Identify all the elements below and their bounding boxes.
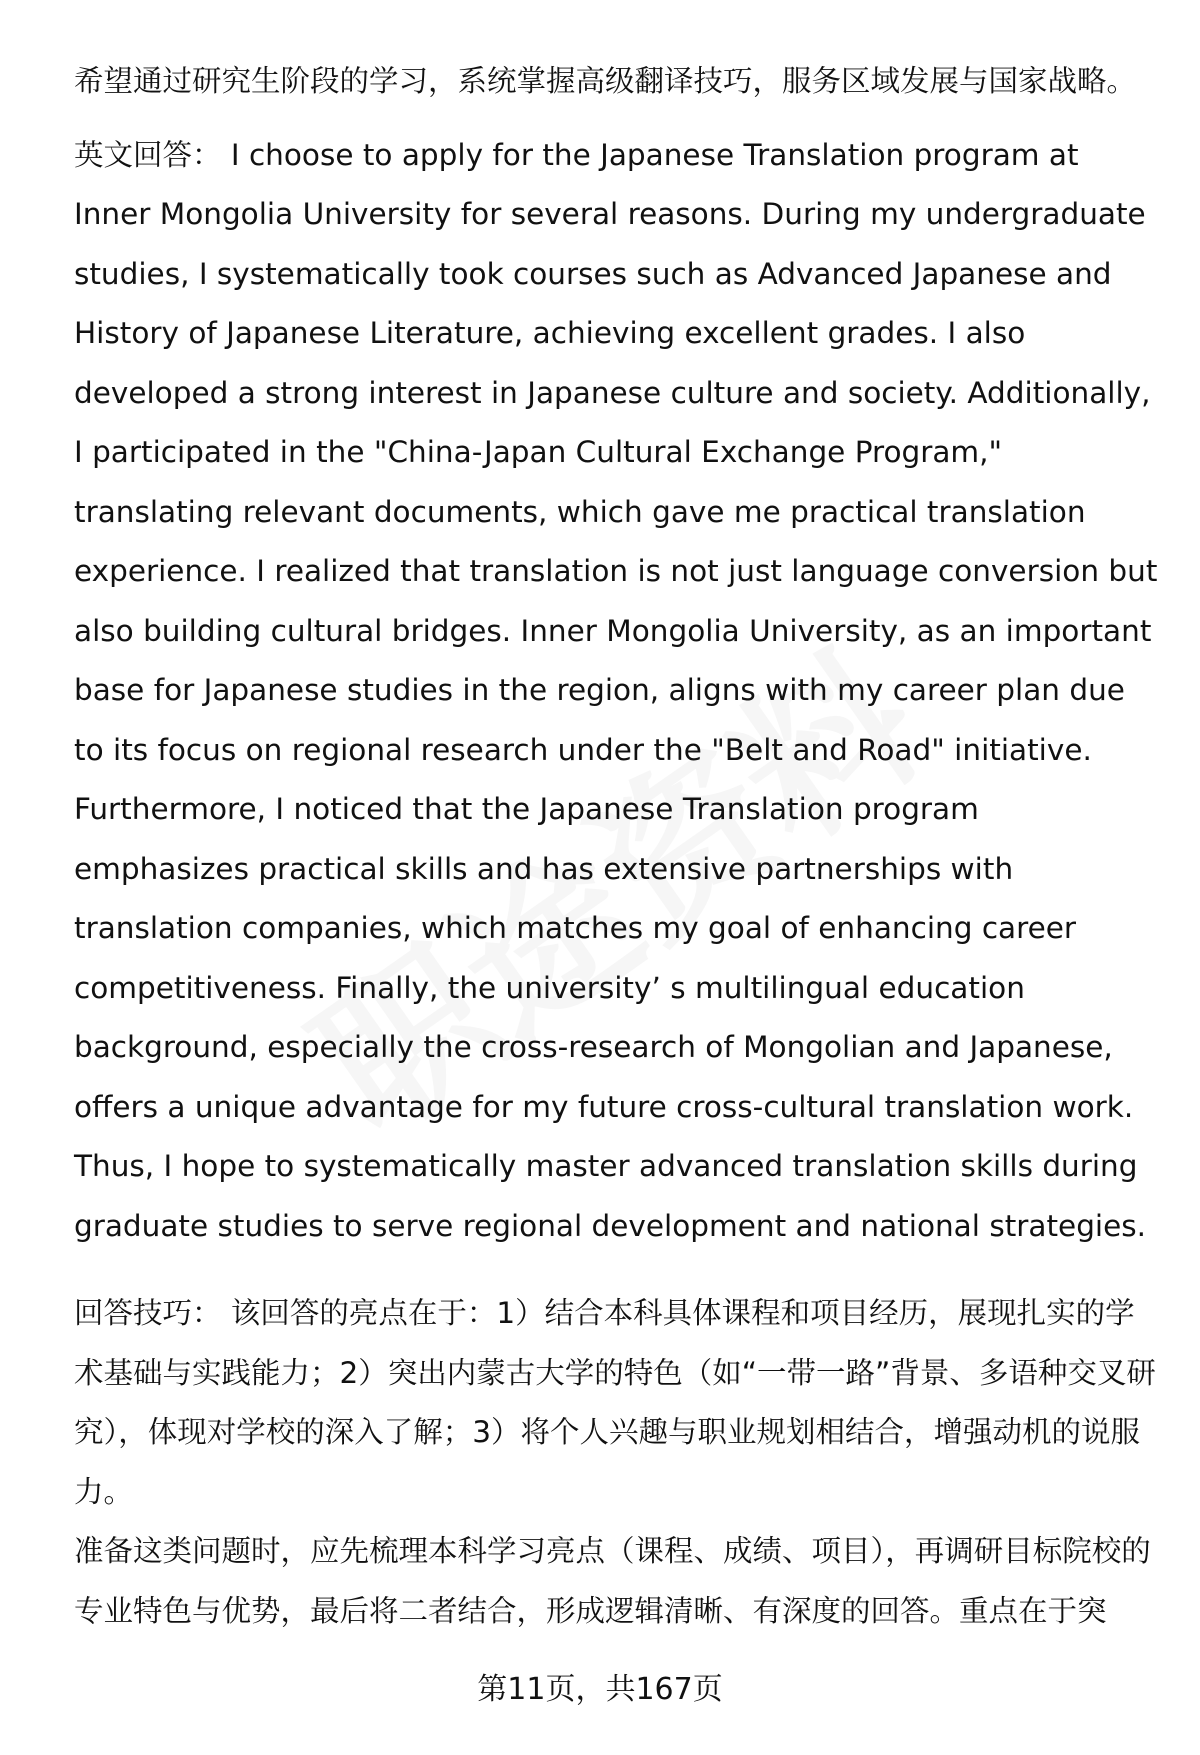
answer-tips-paragraph: 回答技巧： 该回答的亮点在于：1）结合本科具体课程和项目经历，展现扎实的学术基础与实践能力；2）突出内蒙古大学的特色（如“一带一路”背景、多语种交叉研究），体现对学校的深入了解；3）将个人兴趣与职业规划相结合，增强动机的说服力。 <box>74 1296 1156 1509</box>
english-answer-paragraph: 英文回答： I choose to apply for the Japanese Translation program at Inner Mongolia University for several reasons. During my undergraduate studies, I systematically took courses such as Advanced Japanese and History of Japanese Literature, achieving excellent grades. I also developed a strong interest in Japanese culture and society. Additionally, I participated in the "China-Japan Cultural Exchange Program," translating relevant documents, which gave me practical translation experience. I realized that translation is not just language conversion but also building cultural bridges. Inner Mongolia University, as an important base for Japanese studies in the region, aligns with my career plan due to its focus on regional research under the "Belt and Road" initiative. Furthermore, I noticed that the Japanese Translation program emphasizes practical skills and has extensive partnerships with translation companies, which matches my goal of enhancing career competitiveness. Finally, the university’ s multilingual education background, especially the cross-research of Mongolian and Japanese, offers a unique advantage for my future cross-cultural translation work. Thus, I hope to systematically master advanced translation skills during graduate studies to serve regional development and national strategies. <box>74 137 1158 1243</box>
intro-paragraph: 希望通过研究生阶段的学习，系统掌握高级翻译技巧，服务区域发展与国家战略。 <box>74 64 1137 98</box>
page-number-footer: 第11页，共167页 <box>477 1672 723 1707</box>
document-body <box>74 52 1160 1641</box>
preparation-paragraph: 准备这类问题时，应先梳理本科学习亮点（课程、成绩、项目），再调研目标院校的专业特色与优势，最后将二者结合，形成逻辑清晰、有深度的回答。重点在于突 <box>74 1534 1151 1628</box>
